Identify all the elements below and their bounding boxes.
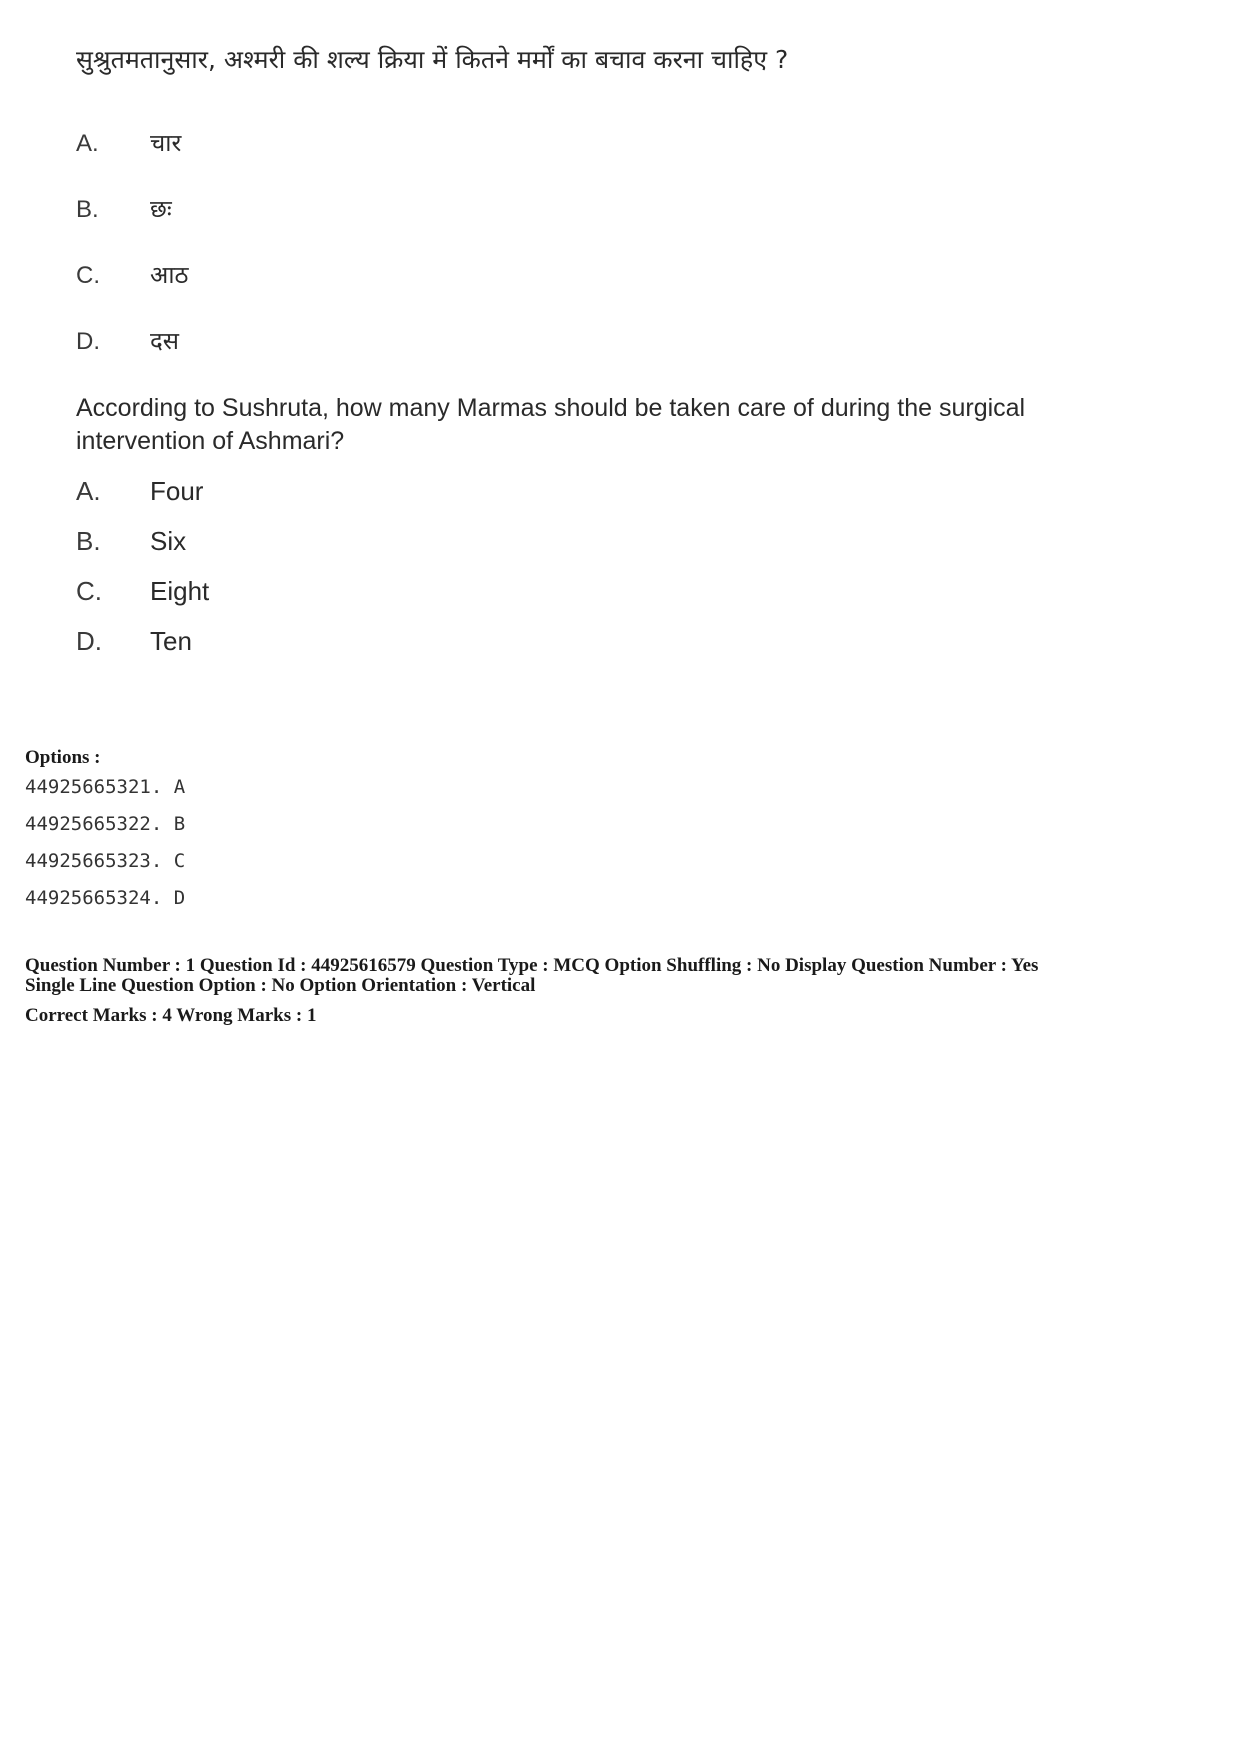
english-option-b [76,526,186,557]
option-text: दस [150,327,179,355]
option-letter: A. [76,476,101,506]
option-letter: B. [76,526,101,556]
hindi-option-c [76,258,188,291]
option-id-d: 44925665324. D [25,887,186,909]
marks-line: Correct Marks : 4 Wrong Marks : 1 [25,1005,317,1026]
option-id-c: 44925665323. C [25,850,186,872]
option-letter: D. [76,328,100,355]
question-meta-line-2: Single Line Question Option : No Option Orientation : Vertical [25,975,536,996]
options-label: Options : [25,747,101,768]
option-id-b: 44925665322. B [25,813,186,835]
option-id-a: 44925665321. A [25,776,186,798]
option-letter: A. [76,130,99,157]
hindi-option-a [76,126,181,159]
english-question-text: According to Sushruta, how many Marmas should be taken care of during the surgical intervention of Ashmari? [76,394,1026,455]
option-text: Four [150,476,204,506]
option-text: आठ [150,261,189,289]
option-text: Eight [150,576,210,606]
option-text: छः [150,195,172,223]
option-letter: B. [76,196,99,223]
english-option-a [76,476,203,507]
option-letter: C. [76,576,102,606]
option-text: चार [150,129,182,157]
english-option-d [76,626,192,657]
option-text: Ten [150,626,192,656]
option-text: Six [150,526,187,556]
hindi-option-b [76,192,172,225]
option-letter: C. [76,262,100,289]
english-option-c [76,576,209,607]
hindi-option-d [76,324,179,357]
option-letter: D. [76,626,102,656]
question-meta-line-1: Question Number : 1 Question Id : 44925616579 Question Type : MCQ Option Shuffling : No Display Question Number : Yes [25,955,1039,976]
question-image [62,28,1122,678]
hindi-question-text: सुश्रुतमतानुसार, अश्मरी की शल्य क्रिया में कितने मर्मों का बचाव करना चाहिए ? [76,45,789,74]
